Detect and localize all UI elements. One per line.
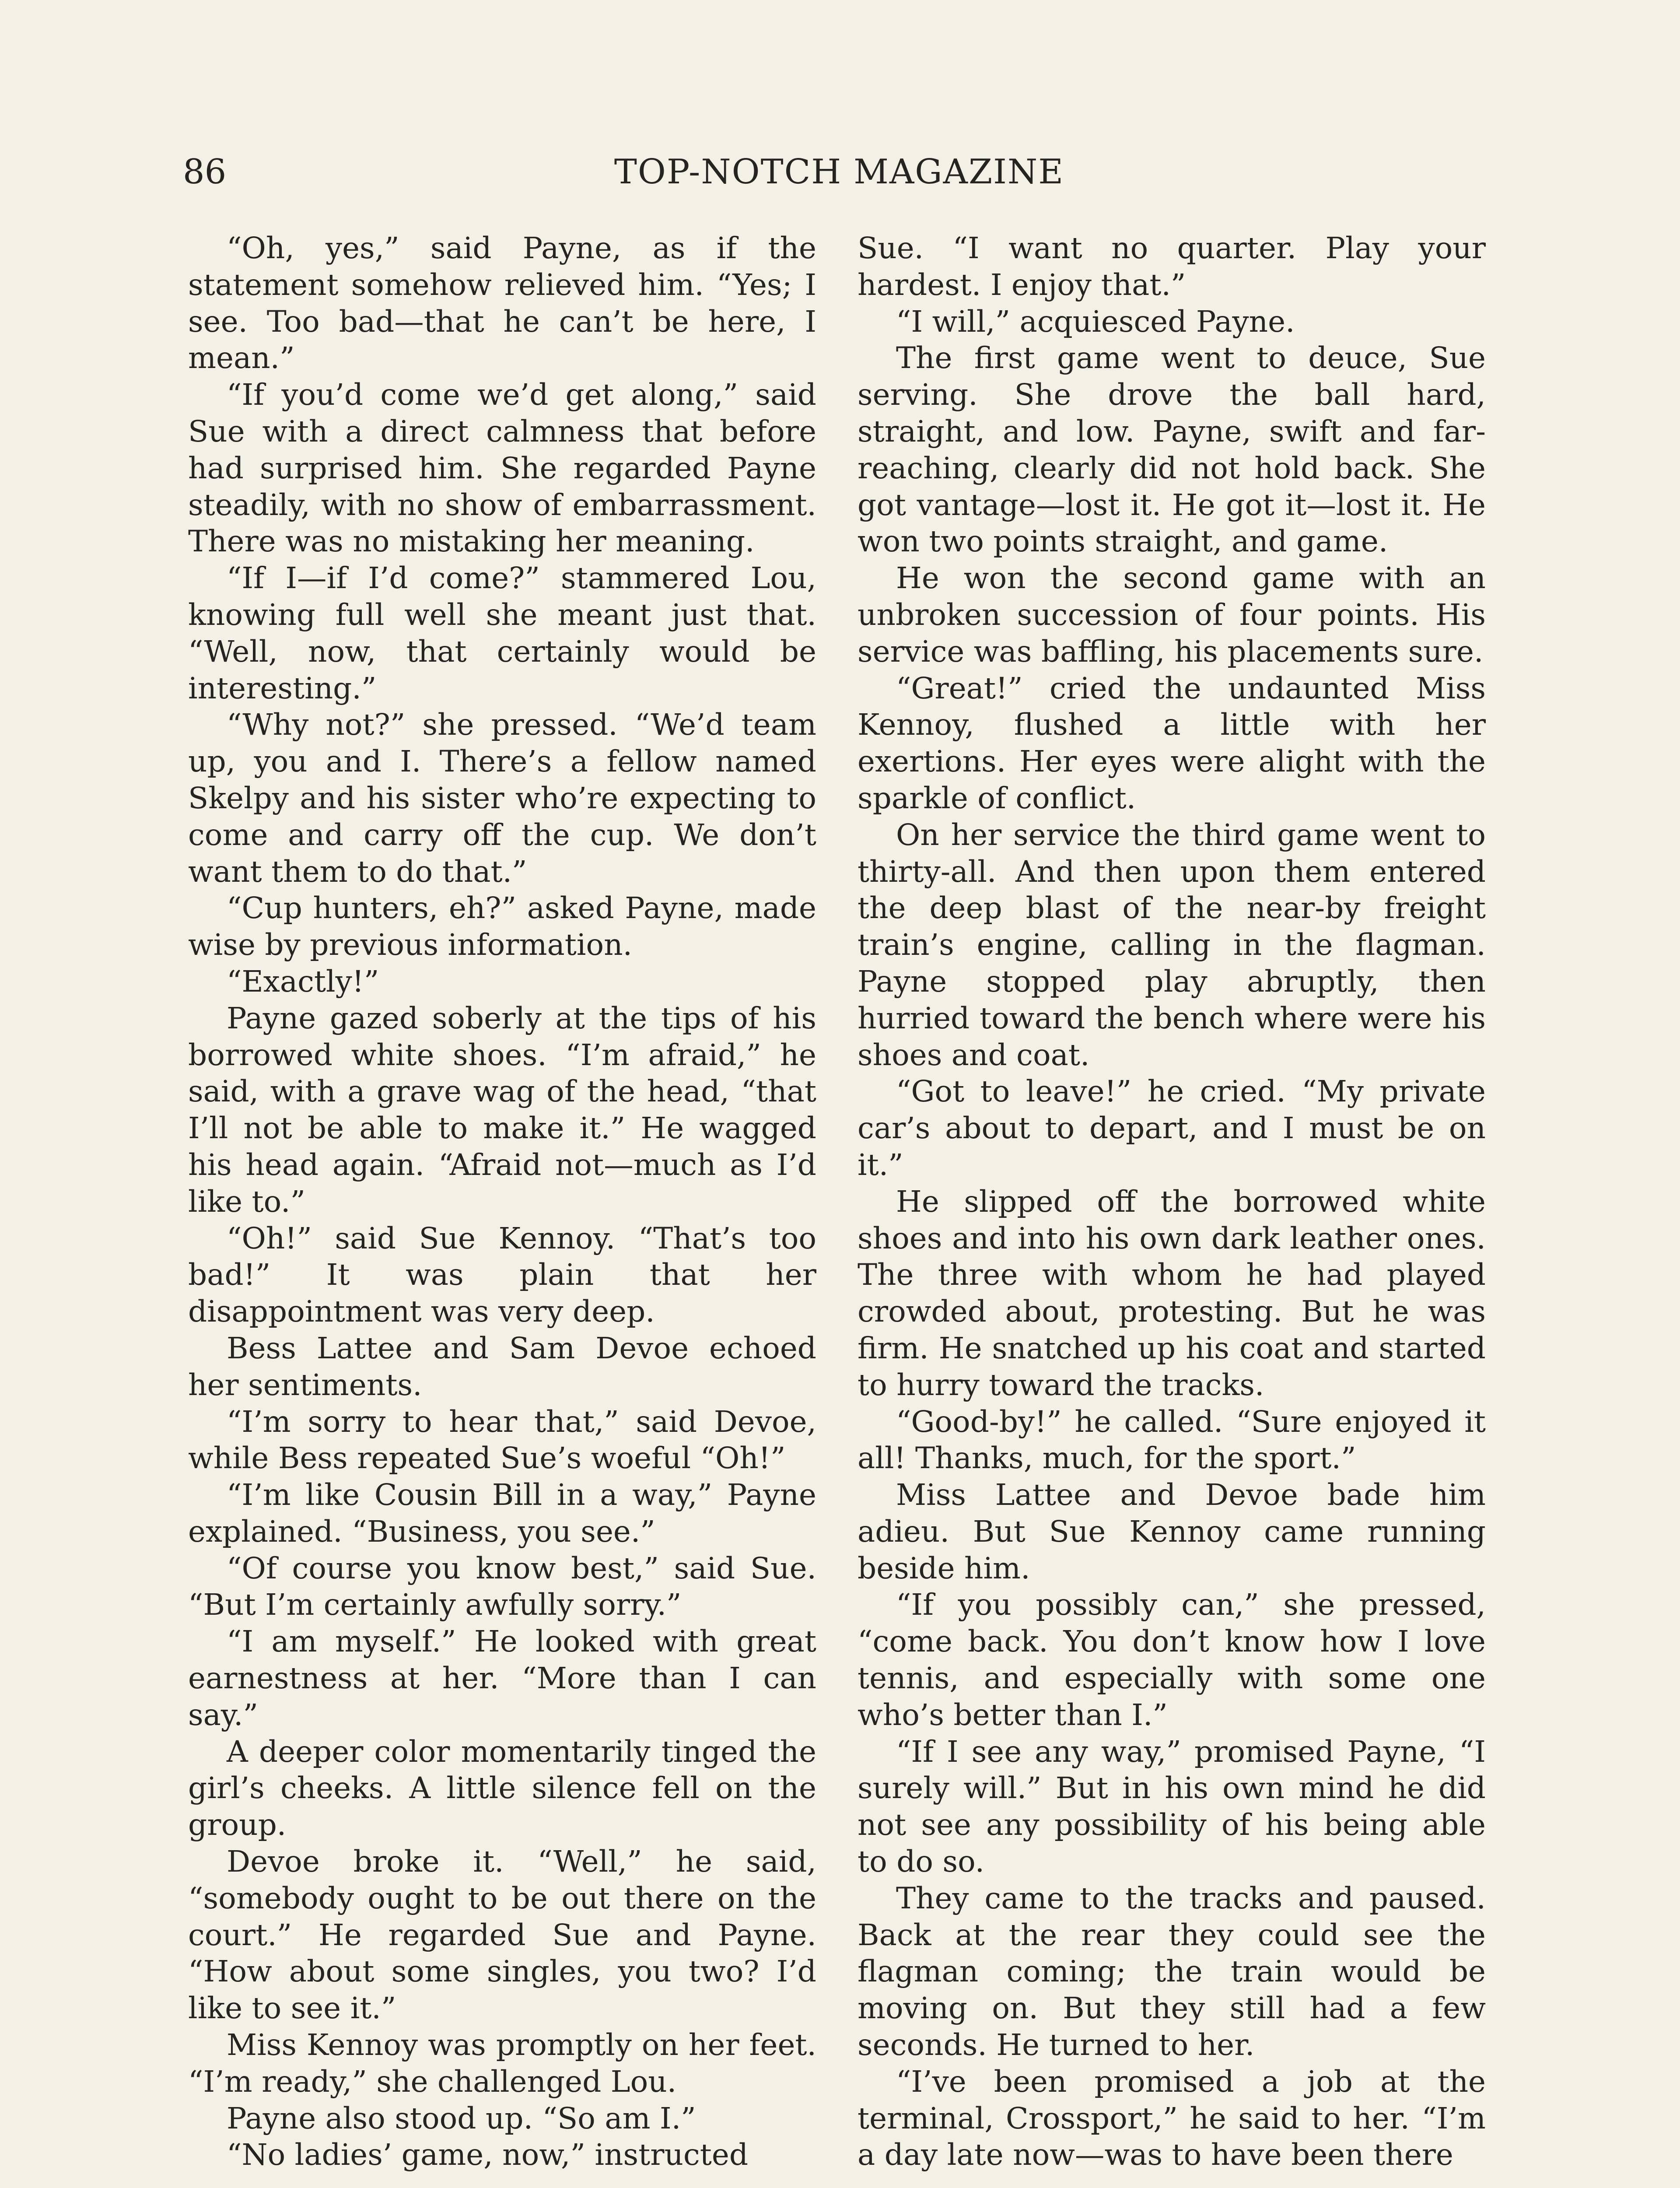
paragraph: “No ladies’ game, now,” instructed	[227, 2137, 749, 2172]
paragraph: “Why not?” she pressed. “We’d team up, you and I. There’s a fellow named Skelpy and his sister who’re expecting to come and carry off the cup. We don’t want them to do that.”	[188, 707, 816, 889]
paragraph: “Oh, yes,” said Payne, as if the statement somehow relieved him. “Yes; I see. Too bad—that he can’t be here, I mean.”	[188, 231, 816, 375]
paragraph: “If I see any way,” promised Payne, “I surely will.” But in his own mind he did not see any possibility of his being able to do so.	[858, 1734, 1486, 1879]
paragraph: They came to the tracks and paused. Back at the rear they could see the flagman coming; the train would be moving on. But they still had a few seconds. He turned to her.	[858, 1880, 1486, 2062]
paragraph: Devoe broke it. “Well,” he said, “somebody ought to be out there on the court.” He regarded Sue and Payne. “How about some singles, you two? I’d like to see it.”	[188, 1844, 816, 2026]
paragraph: On her service the third game went to thirty-all. And then upon them entered the deep blast of the near-by freight train’s engine, calling in the flagman. Payne stopped play abruptly, then hurried toward the bench where were his shoes and coat.	[858, 817, 1486, 1072]
paragraph: “Exactly!”	[227, 964, 379, 999]
paragraph: “I am myself.” He looked with great earnestness at her. “More than I can say.”	[188, 1624, 816, 1732]
running-head-title: TOP-NOTCH MAGAZINE	[614, 152, 1064, 192]
paragraph: “Cup hunters, eh?” asked Payne, made wise by previous information.	[188, 891, 816, 962]
paragraph: Payne gazed soberly at the tips of his borrowed white shoes. “I’m afraid,” he said, with a grave wag of the head, “that I’ll not be able to make it.” He wagged his head again. “Afraid not—much as I’d like to.”	[188, 1000, 816, 1219]
paragraph: “I’ve been promised a job at the terminal, Crossport,” he said to her. “I’m a day late now—was to have been there	[858, 2064, 1486, 2172]
paragraph: “Good-by!” he called. “Sure enjoyed it all! Thanks, much, for the sport.”	[858, 1404, 1486, 1476]
paragraph: “Of course you know best,” said Sue. “But I’m certainly awfully sorry.”	[188, 1550, 816, 1622]
paragraph: “Got to leave!” he cried. “My private car’s about to depart, and I must be on it.”	[858, 1074, 1486, 1182]
left-text-column	[188, 230, 816, 2173]
paragraph: Miss Kennoy was promptly on her feet. “I’m ready,” she challenged Lou.	[188, 2027, 816, 2099]
paragraph: Payne also stood up. “So am I.”	[227, 2100, 696, 2135]
right-text-column	[858, 230, 1486, 2173]
paragraph: Miss Lattee and Devoe bade him adieu. But Sue Kennoy came running beside him.	[858, 1477, 1486, 1585]
page-header	[183, 148, 1495, 196]
paragraph: The first game went to deuce, Sue serving. She drove the ball hard, straight, and low. Payne, swift and far-reaching, clearly did not hold back. She got vantage—lost it. He got it—lost it. He won two points straight, and game.	[858, 340, 1486, 559]
paragraph: Sue. “I want no quarter. Play your hardest. I enjoy that.”	[858, 231, 1486, 302]
paragraph: A deeper color momentarily tinged the girl’s cheeks. A little silence fell on the group.	[188, 1734, 816, 1842]
paragraph: “I’m sorry to hear that,” said Devoe, while Bess repeated Sue’s woeful “Oh!”	[188, 1404, 816, 1476]
paragraph: “Oh!” said Sue Kennoy. “That’s too bad!” It was plain that her disappointment was very deep.	[188, 1220, 816, 1329]
paragraph: He slipped off the borrowed white shoes and into his own dark leather ones. The three with whom he had played crowded about, protesting. But he was firm. He snatched up his coat and started to hurry toward the tracks.	[858, 1184, 1486, 1402]
paragraph: “I will,” acquiesced Payne.	[896, 304, 1295, 339]
page-number: 86	[183, 152, 227, 192]
paragraph: “Great!” cried the undaunted Miss Kennoy, flushed a little with her exertions. Her eyes were alight with the sparkle of conflict.	[858, 670, 1486, 815]
paragraph: “If I—if I’d come?” stammered Lou, knowing full well she meant just that. “Well, now, that certainly would be interesting.”	[188, 561, 816, 705]
paragraph: “If you possibly can,” she pressed, “come back. You don’t know how I love tennis, and especially with some one who’s better than I.”	[858, 1587, 1486, 1732]
paragraph: Bess Lattee and Sam Devoe echoed her sentiments.	[188, 1330, 816, 1402]
paragraph: “If you’d come we’d get along,” said Sue with a direct calmness that before had surprised him. She regarded Payne steadily, with no show of embarrassment. There was no mistaking her meaning.	[188, 377, 816, 559]
paragraph: “I’m like Cousin Bill in a way,” Payne explained. “Business, you see.”	[188, 1477, 816, 1549]
paragraph: He won the second game with an unbroken succession of four points. His service was baffling, his placements sure.	[858, 561, 1486, 669]
